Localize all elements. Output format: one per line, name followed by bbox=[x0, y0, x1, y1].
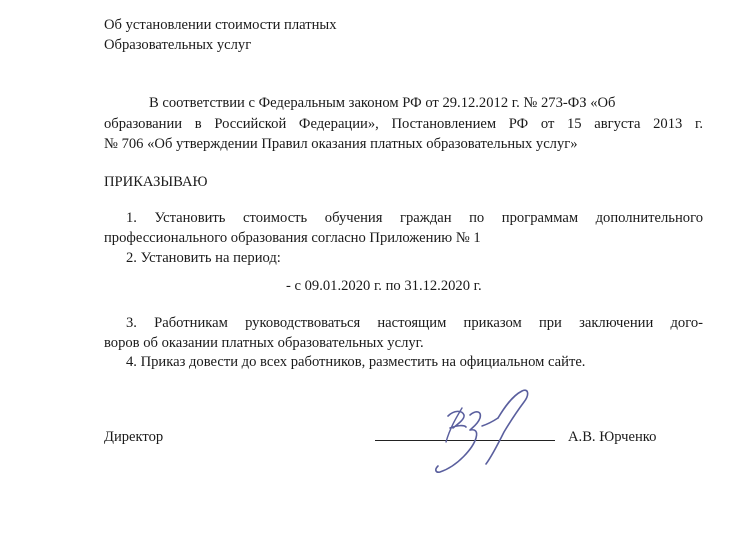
item-3-line-1: 3. Работникам руководствоваться настоящим приказом при заключении дого- bbox=[126, 315, 703, 331]
director-name: А.В. Юрченко bbox=[568, 429, 657, 445]
preamble-line-2: образовании в Российской Федерации», Постановлением РФ от 15 августа 2013 г. bbox=[104, 116, 703, 132]
item-1-line-2: профессионального образования согласно Приложению № 1 bbox=[104, 230, 481, 246]
preamble-line-1: В соответствии с Федеральным законом РФ от 29.12.2012 г. № 273-ФЗ «Об bbox=[149, 95, 616, 111]
order-word: ПРИКАЗЫВАЮ bbox=[104, 174, 208, 190]
subject-line-2: Образовательных услуг bbox=[104, 37, 252, 53]
item-2: 2. Установить на период: bbox=[126, 250, 281, 266]
item-4: 4. Приказ довести до всех работников, разместить на официальном сайте. bbox=[126, 354, 586, 370]
subject-line-1: Об установлении стоимости платных bbox=[104, 17, 337, 33]
period-range: - с 09.01.2020 г. по 31.12.2020 г. bbox=[286, 278, 482, 294]
preamble-line-3: № 706 «Об утверждении Правил оказания платных образовательных услуг» bbox=[104, 136, 578, 152]
handwritten-signature-icon bbox=[420, 388, 550, 478]
director-title: Директор bbox=[104, 429, 164, 445]
item-1-line-1: 1. Установить стоимость обучения граждан по программам дополнительного bbox=[126, 210, 703, 226]
item-3-line-2: воров об оказании платных образовательных услуг. bbox=[104, 335, 424, 351]
